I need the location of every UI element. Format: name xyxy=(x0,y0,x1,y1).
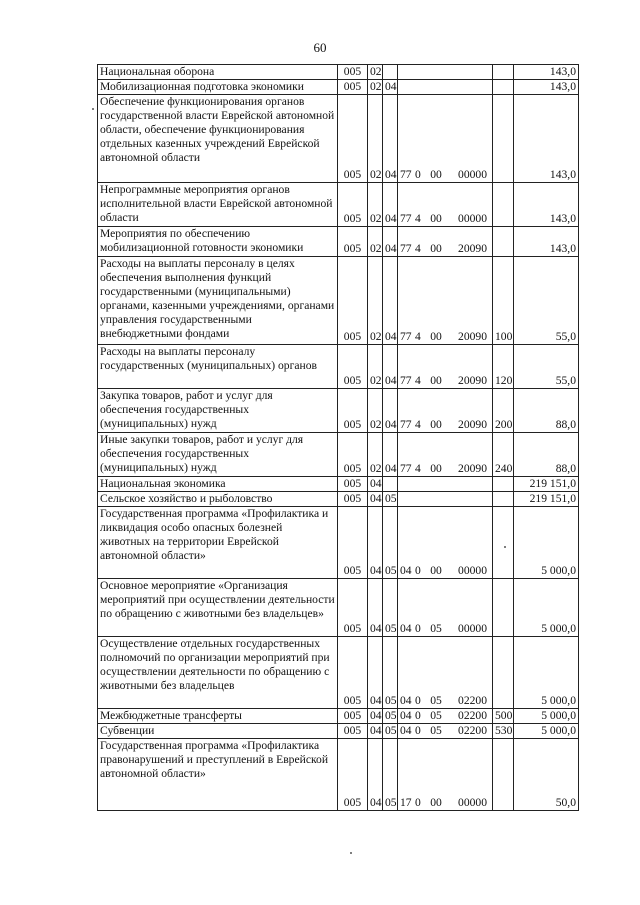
table-row xyxy=(98,709,579,724)
rz-cell: 04 xyxy=(368,709,383,724)
csr-part: 77 xyxy=(400,212,412,225)
csr-part: 00 xyxy=(430,796,442,809)
expense-name-cell: Обеспечение функционирования органов государственной власти Еврейской автономной области, обеспечение функционирования отдельных казенных учреждений Еврейской автономной области xyxy=(98,95,338,183)
ved-cell: 005 xyxy=(338,65,368,80)
table-row xyxy=(98,739,579,811)
csr-part: 00 xyxy=(430,242,442,255)
csr-part: 04 xyxy=(400,709,412,722)
vr-cell xyxy=(493,477,514,492)
csr-cell xyxy=(398,345,493,389)
pr-cell: 04 xyxy=(383,183,398,227)
rz-cell: 02 xyxy=(368,257,383,345)
sum-cell: 143,0 xyxy=(514,227,579,257)
csr-part: 05 xyxy=(430,724,442,737)
ved-cell: 005 xyxy=(338,739,368,811)
vr-cell xyxy=(493,95,514,183)
csr-part: 20090 xyxy=(458,462,487,475)
sum-cell: 143,0 xyxy=(514,183,579,227)
sum-cell: 5 000,0 xyxy=(514,637,579,709)
vr-cell xyxy=(493,80,514,95)
csr-part: 4 xyxy=(415,242,421,255)
expense-name-cell: Осуществление отдельных государственных полномочий по организации мероприятий при осуществлении деятельности по обращению с животными без владельцев xyxy=(98,637,338,709)
csr-part: 0 xyxy=(415,796,421,809)
pr-cell: 05 xyxy=(383,579,398,637)
ved-cell: 005 xyxy=(338,724,368,739)
rz-cell: 04 xyxy=(368,492,383,507)
table-row xyxy=(98,183,579,227)
ved-cell: 005 xyxy=(338,507,368,579)
csr-part: 00 xyxy=(430,168,442,181)
csr-part: 4 xyxy=(415,330,421,343)
sum-cell: 55,0 xyxy=(514,345,579,389)
sum-cell: 143,0 xyxy=(514,80,579,95)
csr-part: 77 xyxy=(400,330,412,343)
sum-cell: 5 000,0 xyxy=(514,507,579,579)
rz-cell: 02 xyxy=(368,65,383,80)
csr-cell xyxy=(398,257,493,345)
csr-cell xyxy=(398,579,493,637)
vr-cell xyxy=(493,227,514,257)
sum-cell: 143,0 xyxy=(514,95,579,183)
rz-cell: 04 xyxy=(368,507,383,579)
pr-cell: 04 xyxy=(383,95,398,183)
ved-cell: 005 xyxy=(338,709,368,724)
ved-cell: 005 xyxy=(338,227,368,257)
csr-part: 00000 xyxy=(458,212,487,225)
pr-cell: 04 xyxy=(383,389,398,433)
csr-cell xyxy=(398,637,493,709)
vr-cell xyxy=(493,507,514,579)
csr-part: 4 xyxy=(415,462,421,475)
rz-cell: 02 xyxy=(368,389,383,433)
csr-cell xyxy=(398,492,493,507)
pr-cell xyxy=(383,65,398,80)
csr-part: 00 xyxy=(430,374,442,387)
csr-part: 00 xyxy=(430,418,442,431)
csr-part: 77 xyxy=(400,168,412,181)
page-number: 60 xyxy=(313,40,327,55)
csr-part: 00000 xyxy=(458,168,487,181)
csr-cell xyxy=(398,95,493,183)
csr-part: 4 xyxy=(415,374,421,387)
expense-name-cell: Государственная программа «Профилактика и ликвидация особо опасных болезней животных на территории Еврейской автономной области» xyxy=(98,507,338,579)
vr-cell: 240 xyxy=(493,433,514,477)
pr-cell: 04 xyxy=(383,80,398,95)
pr-cell: 05 xyxy=(383,492,398,507)
sum-cell: 5 000,0 xyxy=(514,709,579,724)
table-row xyxy=(98,389,579,433)
ved-cell: 005 xyxy=(338,389,368,433)
vr-cell: 200 xyxy=(493,389,514,433)
pr-cell: 04 xyxy=(383,433,398,477)
vr-cell: 530 xyxy=(493,724,514,739)
rz-cell: 04 xyxy=(368,724,383,739)
csr-part: 0 xyxy=(415,622,421,635)
csr-part: 04 xyxy=(400,622,412,635)
pr-cell: 05 xyxy=(383,637,398,709)
rz-cell: 04 xyxy=(368,637,383,709)
csr-part: 05 xyxy=(430,694,442,707)
rz-cell: 04 xyxy=(368,739,383,811)
csr-part: 77 xyxy=(400,242,412,255)
table-row xyxy=(98,227,579,257)
expense-name-cell: Национальная оборона xyxy=(98,65,338,80)
vr-cell: 100 xyxy=(493,257,514,345)
csr-part: 05 xyxy=(430,622,442,635)
expense-name-cell: Государственная программа «Профилактика правонарушений и преступлений в Еврейской автономной области» xyxy=(98,739,338,811)
rz-cell: 02 xyxy=(368,227,383,257)
expense-name-cell: Основное мероприятие «Организация мероприятий при осуществлении деятельности по обращению с животными без владельцев» xyxy=(98,579,338,637)
ved-cell: 005 xyxy=(338,80,368,95)
csr-part: 4 xyxy=(415,418,421,431)
budget-table xyxy=(97,64,579,811)
sum-cell: 219 151,0 xyxy=(514,492,579,507)
table-row xyxy=(98,507,579,579)
expense-name-cell: Закупка товаров, работ и услуг для обеспечения государственных (муниципальных) нужд xyxy=(98,389,338,433)
expense-name-cell: Национальная экономика xyxy=(98,477,338,492)
expense-name-cell: Расходы на выплаты персоналу в целях обеспечения выполнения функций государственными (муниципальными) органами, казенными учреждениями, органами управления государственными внебюджетными фондами xyxy=(98,257,338,345)
csr-part: 05 xyxy=(430,709,442,722)
rz-cell: 04 xyxy=(368,579,383,637)
csr-part: 04 xyxy=(400,564,412,577)
csr-part: 04 xyxy=(400,694,412,707)
vr-cell xyxy=(493,637,514,709)
sum-cell: 88,0 xyxy=(514,433,579,477)
ved-cell: 005 xyxy=(338,492,368,507)
csr-cell xyxy=(398,80,493,95)
table-row xyxy=(98,433,579,477)
csr-part: 00000 xyxy=(458,796,487,809)
csr-part: 02200 xyxy=(458,724,487,737)
csr-part: 04 xyxy=(400,724,412,737)
csr-cell xyxy=(398,183,493,227)
vr-cell: 120 xyxy=(493,345,514,389)
pr-cell: 05 xyxy=(383,709,398,724)
vr-cell xyxy=(493,183,514,227)
sum-cell: 5 000,0 xyxy=(514,724,579,739)
sum-cell: 55,0 xyxy=(514,257,579,345)
vr-cell xyxy=(493,739,514,811)
rz-cell: 04 xyxy=(368,477,383,492)
pr-cell: 04 xyxy=(383,227,398,257)
csr-cell xyxy=(398,709,493,724)
rz-cell: 02 xyxy=(368,433,383,477)
ved-cell: 005 xyxy=(338,345,368,389)
scan-speck xyxy=(504,546,506,548)
csr-part: 02200 xyxy=(458,709,487,722)
scan-speck xyxy=(350,852,352,854)
csr-part: 20090 xyxy=(458,242,487,255)
csr-part: 20090 xyxy=(458,330,487,343)
expense-name-cell: Субвенции xyxy=(98,724,338,739)
csr-cell xyxy=(398,227,493,257)
csr-part: 00 xyxy=(430,564,442,577)
csr-part: 77 xyxy=(400,418,412,431)
expense-name-cell: Мероприятия по обеспечению мобилизационной готовности экономики xyxy=(98,227,338,257)
vr-cell xyxy=(493,492,514,507)
csr-part: 20090 xyxy=(458,374,487,387)
csr-part: 0 xyxy=(415,724,421,737)
csr-part: 00 xyxy=(430,462,442,475)
rz-cell: 02 xyxy=(368,95,383,183)
expense-name-cell: Межбюджетные трансферты xyxy=(98,709,338,724)
csr-part: 77 xyxy=(400,374,412,387)
table-row xyxy=(98,80,579,95)
table-row xyxy=(98,579,579,637)
expense-name-cell: Иные закупки товаров, работ и услуг для обеспечения государственных (муниципальных) нужд xyxy=(98,433,338,477)
csr-part: 20090 xyxy=(458,418,487,431)
csr-part: 0 xyxy=(415,564,421,577)
ved-cell: 005 xyxy=(338,477,368,492)
ved-cell: 005 xyxy=(338,257,368,345)
vr-cell xyxy=(493,579,514,637)
csr-part: 00 xyxy=(430,330,442,343)
pr-cell: 05 xyxy=(383,507,398,579)
csr-cell xyxy=(398,724,493,739)
csr-part: 17 xyxy=(400,796,412,809)
sum-cell: 50,0 xyxy=(514,739,579,811)
csr-cell xyxy=(398,65,493,80)
csr-part: 02200 xyxy=(458,694,487,707)
csr-part: 0 xyxy=(415,694,421,707)
rz-cell: 02 xyxy=(368,80,383,95)
table-row xyxy=(98,345,579,389)
ved-cell: 005 xyxy=(338,433,368,477)
csr-cell xyxy=(398,507,493,579)
csr-part: 0 xyxy=(415,168,421,181)
ved-cell: 005 xyxy=(338,183,368,227)
table-row xyxy=(98,65,579,80)
rz-cell: 02 xyxy=(368,345,383,389)
sum-cell: 88,0 xyxy=(514,389,579,433)
pr-cell: 05 xyxy=(383,724,398,739)
expense-name-cell: Сельское хозяйство и рыболовство xyxy=(98,492,338,507)
pr-cell: 05 xyxy=(383,739,398,811)
csr-cell xyxy=(398,477,493,492)
expense-name-cell: Расходы на выплаты персоналу государственных (муниципальных) органов xyxy=(98,345,338,389)
table-row xyxy=(98,95,579,183)
vr-cell: 500 xyxy=(493,709,514,724)
table-row xyxy=(98,637,579,709)
expense-name-cell: Непрограммные мероприятия органов исполнительной власти Еврейской автономной области xyxy=(98,183,338,227)
table-row xyxy=(98,724,579,739)
pr-cell xyxy=(383,477,398,492)
table-row xyxy=(98,492,579,507)
rz-cell: 02 xyxy=(368,183,383,227)
csr-part: 00 xyxy=(430,212,442,225)
csr-cell xyxy=(398,433,493,477)
vr-cell xyxy=(493,65,514,80)
csr-cell xyxy=(398,739,493,811)
table-row xyxy=(98,477,579,492)
ved-cell: 005 xyxy=(338,95,368,183)
csr-part: 00000 xyxy=(458,564,487,577)
csr-part: 4 xyxy=(415,212,421,225)
scan-speck xyxy=(92,108,94,110)
pr-cell: 04 xyxy=(383,345,398,389)
ved-cell: 005 xyxy=(338,579,368,637)
csr-part: 0 xyxy=(415,709,421,722)
csr-part: 77 xyxy=(400,462,412,475)
csr-part: 00000 xyxy=(458,622,487,635)
table-row xyxy=(98,257,579,345)
pr-cell: 04 xyxy=(383,257,398,345)
expense-name-cell: Мобилизационная подготовка экономики xyxy=(98,80,338,95)
ved-cell: 005 xyxy=(338,637,368,709)
csr-cell xyxy=(398,389,493,433)
sum-cell: 219 151,0 xyxy=(514,477,579,492)
sum-cell: 5 000,0 xyxy=(514,579,579,637)
sum-cell: 143,0 xyxy=(514,65,579,80)
